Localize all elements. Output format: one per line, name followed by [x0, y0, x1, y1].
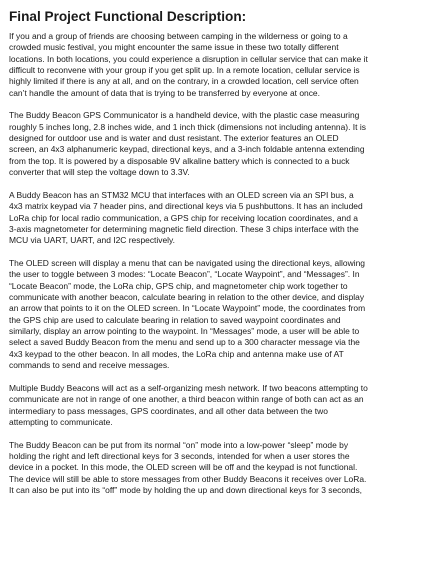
paragraph-line: can’t handle the amount of data that is trying to be transferred by everyone at once. [9, 87, 320, 98]
body-paragraph [9, 190, 437, 247]
paragraph-line: commands to send and receive messages. [9, 360, 170, 371]
paragraph-line: 4x3 matrix keypad via 7 header pins, and directional keys via 5 pushbuttons. It has an included [9, 201, 363, 212]
paragraph-line: crowded music festival, you might encounter the same issue in these two totally different [9, 42, 339, 53]
paragraph-line: LoRa chip for local radio communication, a GPS chip for receiving location coordinates, and a [9, 212, 358, 223]
paragraph-line: attempting to communicate. [9, 416, 113, 427]
paragraph-line: the GPS chip are used to calculate bearing in relation to saved waypoint coordinates and [9, 314, 341, 325]
paragraph-line: The device will still be able to store messages from other Buddy Beacons it receives over LoRa. [9, 473, 367, 484]
paragraph-line: screen, an 4x3 alphanumeric keypad, directional keys, and a 3-inch foldable antenna extending [9, 144, 365, 155]
paragraph-line: 3-axis magnetometer for determining magnetic field direction. These 3 chips interface with the [9, 223, 359, 234]
paragraph-line: holding the right and left directional keys for 3 seconds, intended for when a user stores the [9, 450, 350, 461]
paragraph-line: A Buddy Beacon has an STM32 MCU that interfaces with an OLED screen via an SPI bus, a [9, 189, 354, 200]
document-page [9, 8, 437, 508]
paragraph-line: converter that will step the voltage down to 3.3V. [9, 167, 190, 178]
paragraph-line: The Buddy Beacon GPS Communicator is a handheld device, with the plastic case measuring [9, 110, 360, 121]
body-paragraph [9, 383, 437, 428]
paragraph-line: “Locate Beacon” mode, the LoRa chip, GPS chip, and magnetometer chip work together to [9, 280, 348, 291]
paragraph-line: select a saved Buddy Beacon from the menu and send up to a 300 character message via the [9, 337, 360, 348]
body-paragraph [9, 440, 437, 497]
paragraph-line: device in a pocket. In this mode, the OLED screen will be off and the keypad is not functional. [9, 462, 358, 473]
paragraph-line: The OLED screen will display a menu that can be navigated using the directional keys, allowing [9, 258, 365, 269]
paragraph-line: designed for outdoor use and is water and dust resistant. The exterior features an OLED [9, 133, 339, 144]
paragraph-line: from the top. It is powered by a disposable 9V alkaline battery which is connected to a buck [9, 155, 350, 166]
paragraph-line: locations. In both locations, you could experience a disruption in cellular service that can make it [9, 53, 368, 64]
paragraph-line: an arrow that points to it on the OLED screen. In “Locate Waypoint” mode, the coordinates from [9, 303, 366, 314]
paragraph-line: difficult to reconvene with your group if you get split up. In a remote location, cellular service is [9, 65, 360, 76]
paragraph-line: The Buddy Beacon can be put from its normal “on” mode into a low-power “sleep” mode by [9, 439, 349, 450]
paragraph-line: highly limited if there is any at all, and on the contrary, in a crowded location, cell service often [9, 76, 359, 87]
paragraph-line: It can also be put into its “off” mode by holding the up and down directional keys for 3 seconds, [9, 484, 363, 495]
document-body [9, 31, 437, 496]
paragraph-line: 4x3 keypad to the other beacon. In all modes, the LoRa chip and antenna make use of AT [9, 348, 344, 359]
paragraph-line: If you and a group of friends are choosing between camping in the wilderness or going to a [9, 31, 348, 41]
paragraph-line: communicate are not in range of one another, a third beacon within range of both can act as an [9, 394, 364, 405]
body-paragraph [9, 31, 437, 99]
document-title: Final Project Functional Description: [9, 9, 247, 24]
paragraph-line: MCU via UART, UART, and I2C respectively. [9, 235, 175, 246]
body-paragraph [9, 110, 437, 178]
paragraph-line: Multiple Buddy Beacons will act as a self-organizing mesh network. If two beacons attempting to [9, 382, 368, 393]
paragraph-line: intermediary to pass messages, GPS coordinates, and all other data between the two [9, 405, 328, 416]
paragraph-line: communicate with another beacon, calculate bearing in relation to the other device, and display [9, 292, 365, 303]
body-paragraph [9, 258, 437, 371]
paragraph-line: the user to toggle between 3 modes: “Locate Beacon”, “Locate Waypoint”, and “Messages”. In [9, 269, 360, 280]
paragraph-line: similarly, display an arrow pointing to the waypoint. In “Messages” mode, a user will be able to [9, 326, 360, 337]
paragraph-line: roughly 5 inches long, 2.8 inches wide, and 1 inch thick (dimensions not including antenna). It is [9, 121, 366, 132]
